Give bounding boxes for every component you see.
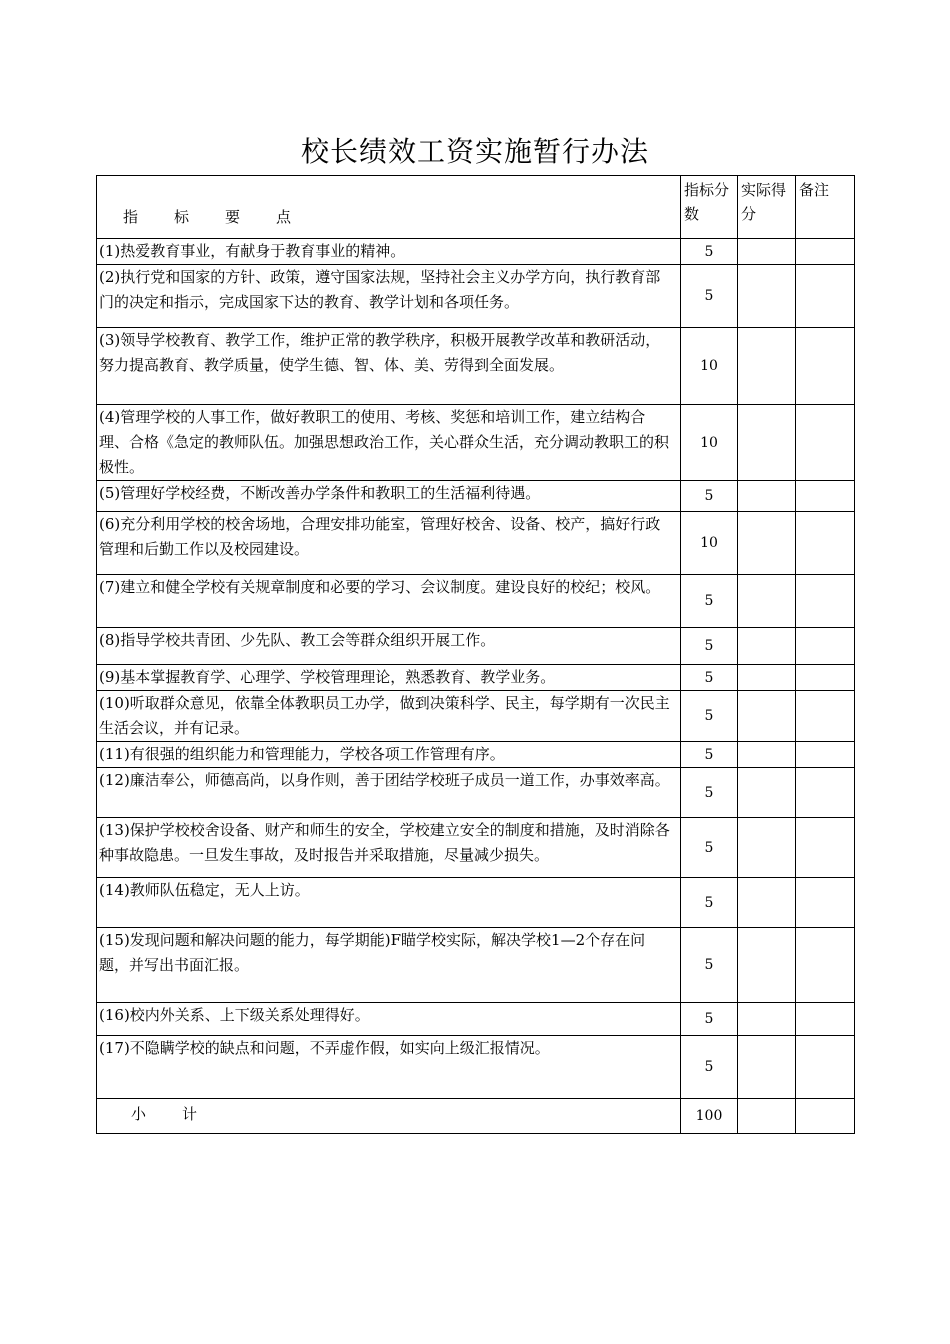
note-cell[interactable] <box>796 742 855 768</box>
item-score: 5 <box>681 928 738 1003</box>
table-body <box>97 176 855 1134</box>
item-score: 5 <box>681 878 738 928</box>
table-row <box>97 239 855 265</box>
item-text: (12)廉洁奉公，师德高尚，以身作则，善于团结学校班子成员一道工作，办事效率高。 <box>97 768 681 818</box>
item-text: (1)热爱教育事业，有献身于教育事业的精神。 <box>97 239 681 265</box>
note-cell[interactable] <box>796 265 855 328</box>
total-actual-cell[interactable] <box>738 1099 796 1134</box>
table-row <box>97 405 855 481</box>
item-score: 5 <box>681 628 738 665</box>
total-score: 100 <box>681 1099 738 1134</box>
item-score: 5 <box>681 665 738 691</box>
header-score: 指标分数 <box>681 176 738 239</box>
note-cell[interactable] <box>796 328 855 405</box>
actual-score-cell[interactable] <box>738 481 796 512</box>
item-score: 10 <box>681 328 738 405</box>
actual-score-cell[interactable] <box>738 742 796 768</box>
item-score: 5 <box>681 575 738 628</box>
table-row <box>97 481 855 512</box>
item-text: (10)听取群众意见，依靠全体教职员工办学，做到决策科学、民主，每学期有一次民主生活会议，并有记录。 <box>97 691 681 742</box>
table-row <box>97 818 855 878</box>
header-item-char: 指 <box>123 207 139 226</box>
item-score: 5 <box>681 742 738 768</box>
actual-score-cell[interactable] <box>738 878 796 928</box>
actual-score-cell[interactable] <box>738 768 796 818</box>
header-item-char: 点 <box>276 207 292 226</box>
total-label-char: 计 <box>182 1105 198 1123</box>
item-text: (9)基本掌握教育学、心理学、学校管理理论，熟悉教育、教学业务。 <box>97 665 681 691</box>
total-label-char: 小 <box>131 1105 147 1123</box>
item-score: 5 <box>681 818 738 878</box>
header-actual: 实际得分 <box>738 176 796 239</box>
item-text: (13)保护学校校舍设备、财产和师生的安全，学校建立安全的制度和措施，及时消除各种事故隐患。一旦发生事故，及时报告并采取措施，尽量减少损失。 <box>97 818 681 878</box>
item-score: 5 <box>681 1036 738 1099</box>
actual-score-cell[interactable] <box>738 665 796 691</box>
actual-score-cell[interactable] <box>738 575 796 628</box>
note-cell[interactable] <box>796 818 855 878</box>
item-score: 5 <box>681 481 738 512</box>
evaluation-table <box>96 175 855 1134</box>
table-row <box>97 928 855 1003</box>
total-note-cell[interactable] <box>796 1099 855 1134</box>
actual-score-cell[interactable] <box>738 239 796 265</box>
item-text: (5)管理好学校经费，不断改善办学条件和教职工的生活福利待遇。 <box>97 481 681 512</box>
table-row <box>97 691 855 742</box>
item-text: (3)领导学校教育、教学工作，维护正常的教学秩序，积极开展教学改革和教研活动，努力提高教育、教学质量，使学生德、智、体、美、劳得到全面发展。 <box>97 328 681 405</box>
item-text: (14)教师队伍稳定，无人上访。 <box>97 878 681 928</box>
item-score: 10 <box>681 405 738 481</box>
actual-score-cell[interactable] <box>738 818 796 878</box>
actual-score-cell[interactable] <box>738 928 796 1003</box>
item-score: 5 <box>681 239 738 265</box>
note-cell[interactable] <box>796 665 855 691</box>
actual-score-cell[interactable] <box>738 328 796 405</box>
note-cell[interactable] <box>796 878 855 928</box>
item-score: 5 <box>681 768 738 818</box>
table-row <box>97 328 855 405</box>
item-score: 5 <box>681 691 738 742</box>
actual-score-cell[interactable] <box>738 512 796 575</box>
actual-score-cell[interactable] <box>738 1036 796 1099</box>
item-text: (4)管理学校的人事工作，做好教职工的使用、考核、奖惩和培训工作，建立结构合理、合格《急定的教师队伍。加强思想政治工作，关心群众生活，充分调动教职工的积极性。 <box>97 405 681 481</box>
note-cell[interactable] <box>796 768 855 818</box>
note-cell[interactable] <box>796 1003 855 1036</box>
note-cell[interactable] <box>796 239 855 265</box>
table-row <box>97 878 855 928</box>
item-score: 10 <box>681 512 738 575</box>
note-cell[interactable] <box>796 691 855 742</box>
item-text: (2)执行党和国家的方针、政策，遵守国家法规，坚持社会主义办学方向，执行教育部门的决定和指示，完成国家下达的教育、教学计划和各项任务。 <box>97 265 681 328</box>
total-row <box>97 1099 855 1134</box>
note-cell[interactable] <box>796 928 855 1003</box>
table-row <box>97 512 855 575</box>
item-score: 5 <box>681 1003 738 1036</box>
item-text: (7)建立和健全学校有关规章制度和必要的学习、会议制度。建设良好的校纪；校风。 <box>97 575 681 628</box>
note-cell[interactable] <box>796 575 855 628</box>
item-text: (6)充分利用学校的校舍场地，合理安排功能室，管理好校舍、设备、校产，搞好行政管理和后勤工作以及校园建设。 <box>97 512 681 575</box>
document-title: 校长绩效工资实施暂行办法 <box>300 135 649 168</box>
table-row <box>97 265 855 328</box>
note-cell[interactable] <box>796 405 855 481</box>
table-row <box>97 768 855 818</box>
note-cell[interactable] <box>796 628 855 665</box>
actual-score-cell[interactable] <box>738 405 796 481</box>
note-cell[interactable] <box>796 512 855 575</box>
table-row <box>97 742 855 768</box>
total-label <box>97 1099 681 1134</box>
actual-score-cell[interactable] <box>738 628 796 665</box>
item-text: (17)不隐瞒学校的缺点和问题，不弄虚作假，如实向上级汇报情况。 <box>97 1036 681 1099</box>
item-text: (15)发现问题和解决问题的能力，每学期能)F瞄学校实际，解决学校1—2个存在问题，并写出书面汇报。 <box>97 928 681 1003</box>
header-row <box>97 176 855 239</box>
table-row <box>97 1003 855 1036</box>
item-text: (11)有很强的组织能力和管理能力，学校各项工作管理有序。 <box>97 742 681 768</box>
item-text: (16)校内外关系、上下级关系处理得好。 <box>97 1003 681 1036</box>
actual-score-cell[interactable] <box>738 265 796 328</box>
header-item-char: 要 <box>225 207 241 226</box>
table-row <box>97 665 855 691</box>
table-row <box>97 1036 855 1099</box>
item-score: 5 <box>681 265 738 328</box>
actual-score-cell[interactable] <box>738 1003 796 1036</box>
table-row <box>97 575 855 628</box>
note-cell[interactable] <box>796 481 855 512</box>
header-note: 备注 <box>796 176 855 239</box>
item-text: (8)指导学校共青团、少先队、教工会等群众组织开展工作。 <box>97 628 681 665</box>
header-item-char: 标 <box>174 207 190 226</box>
note-cell[interactable] <box>796 1036 855 1099</box>
table-row <box>97 628 855 665</box>
actual-score-cell[interactable] <box>738 691 796 742</box>
header-item-points <box>97 176 681 239</box>
